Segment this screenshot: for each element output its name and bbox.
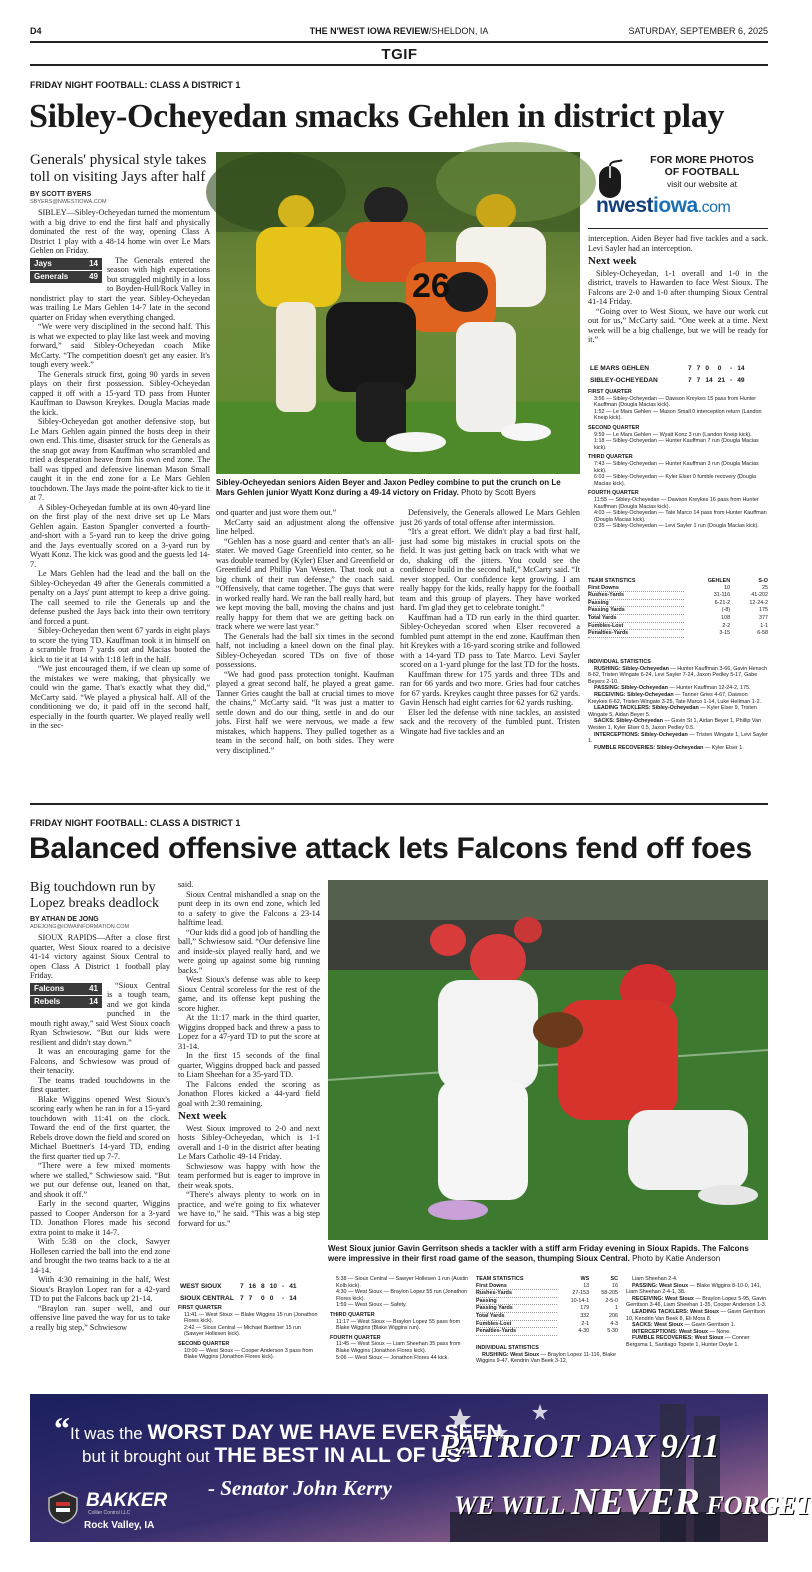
issue-date: SATURDAY, SEPTEMBER 6, 2025 [628, 26, 768, 36]
stats-cell: Fumbles-Lost [588, 622, 684, 630]
score-box-row: Generals 49 [30, 271, 102, 283]
header-rule [30, 41, 768, 43]
story1-team-stats [588, 578, 768, 638]
promo-line: OF FOOTBALL [664, 166, 740, 178]
paragraph: “Braylon ran super well, and our offensive line paved the way for us to take a really big step,” Schwiesow [30, 1303, 170, 1332]
scoring-play: 2:42 — Sioux Central — Michael Buettner 15 run (Sawyer Hollesen kick). [184, 1324, 301, 1338]
football-photo-illustration [328, 880, 768, 1240]
stats-cell: Passing Yards [476, 1305, 557, 1313]
paragraph: A Sibley-Ocheyedan fumble at its own 40-yard line on the first play of the next drive set up Le Mars Gehlen again. Easton Spangler converted a fourth-and-short with a 5-yard run to keep the drive going and the Jays eventually scored on a 3-yard run by Wyatt Konz. The kick was good and the guests led 14-7. [30, 502, 210, 569]
paragraph: SIBLEY—Sibley-Ocheyedan turned the momentum with a big drive to end the first half and physically dominated the rest of the way, opening Class A District 1 play with a 48-14 home win over Le Mars Gehlen on Friday. [30, 208, 210, 255]
scoring-play: 9:59 — Le Mars Gehlen — Wyatt Konz 3 run (Landon Kneip kick). [594, 431, 752, 438]
paragraph: Sibley-Ocheyedan, 1-1 overall and 1-0 in the district, travels to Hawarden to face West Sioux. The Falcons are 2-0 and 1-0 after thumping Sioux Central 41-14 Friday. [588, 268, 768, 306]
promo-rule [588, 228, 768, 229]
story1-body-col3 [400, 508, 580, 808]
indiv-stat: SACKS: West Sioux — Gavin Gerritson 1. [632, 1322, 736, 1329]
website-promo[interactable] [588, 152, 768, 224]
story1-deck: Generals' physical style takes toll on visiting Jays after half [30, 152, 207, 185]
story1-body-col1 [30, 208, 210, 808]
story1-headline: Sibley-Ocheyedan smacks Gehlen in district play [29, 98, 725, 135]
story2-col1 [30, 880, 170, 1383]
indiv-heading: INDIVIDUAL STATISTICS [588, 659, 651, 665]
story1-linescore [588, 362, 768, 388]
website-link[interactable]: nwestiowa.com [596, 194, 731, 217]
paragraph: Defensively, the Generals allowed Le Mars Gehlen just 26 yards of total offense after intermission. [400, 508, 580, 527]
stats-cell: Fumbles-Lost [476, 1320, 557, 1328]
stats-cell: 2-2 [722, 622, 731, 629]
paragraph: “There's always plenty to work on in practice, and we're going to fix whatever we have to,” he said. “This was a big step forward for us.” [178, 1190, 320, 1228]
scoring-play: 1:18 — Sibley-Ocheyedan — Hunter Kauffman 7 run (Dougla Macias kick). [594, 438, 759, 451]
story2-scoring-summary-b [330, 1276, 470, 1386]
linescore-row: SIBLEY-OCHEYEDAN 7 7 14 21 - 49 [590, 377, 745, 384]
stats-cell: (-8) [721, 607, 731, 614]
story2-individual-stats-b [626, 1276, 768, 1386]
stats-cell: 1-1 [760, 622, 768, 629]
stats-cell: Penalties-Yards [588, 630, 684, 638]
scoring-play: 6:03 — Sibley-Ocheyedan — Kyler Elser 0 fumble recovery (Dougla Macias kick). [594, 474, 757, 487]
page-header [30, 26, 768, 38]
story2-team-stats [476, 1276, 618, 1336]
paragraph: The Generals had the ball six times in the second half, not including a kneel down on the final play. Sibley-Ocheyedan scored TDs on five of those possessions. [216, 631, 394, 669]
stats-cell: 12-24-2 [749, 599, 768, 606]
stats-cell: 25 [762, 584, 768, 591]
paragraph: Schwiesow was happy with how the team performed but is eager to improve in their weak spots. [178, 1161, 320, 1190]
paragraph: “Sioux Central is a tough team, and we got kinda punched in the mouth right away,” said West Sioux coach Ryan Schwiesow. “But our kids were resilient and didn't stay down.” [30, 980, 170, 1047]
indiv-stat: LEADING TACKLERS: West Sioux — Gavin Gerritson 10, Kendrin Van Beek 8, Eli Mora 8. [626, 1308, 766, 1322]
indiv-stat: FUMBLE RECOVERIES: West Sioux — Conner Bergsma 1, Santiago Topete 1, Hunter Doyle 1. [626, 1335, 750, 1348]
scoring-play: 3:56 — Sibley-Ocheyedan — Dawson Kreykes 15 pass from Hunter Kauffman (Dougla Macias kick). [594, 395, 757, 409]
stats-cell: 108 [721, 614, 731, 621]
stats-cell: 206 [609, 1312, 618, 1319]
indiv-stat: FUMBLE RECOVERIES: Sibley-Ocheyedan — Kyler Elser 1. [594, 744, 744, 751]
story2-body-col1 [30, 933, 170, 1383]
table-row [588, 599, 768, 607]
stats-cell: 2-1 [581, 1320, 590, 1327]
indiv-heading: INDIVIDUAL STATISTICS [476, 1345, 539, 1351]
quarter-heading: FIRST QUARTER [588, 389, 632, 395]
paragraph: In the first 15 seconds of the final quarter, Wiggins dropped back and passed to Liam Sheehan for a 35-yard TD. [178, 1051, 320, 1079]
stats-cell: 5-30 [607, 1328, 618, 1335]
paragraph: “Gehlen has a nose guard and center that's an all-stater. We moved Gage Greenfield into center, so he was double teamed by (Kyler) Elser and Greenfield or Greenfield and Phillip Van Westen. That took out a big chunk of their run defense,” the coach said. “Offensively, that came together. The guys that were in worked really hard. We ran the ball really hard, but we kept moving the ball, moving the chains and just really happy for them that we are getting back on track where we were last year.” [216, 536, 394, 631]
page-number: D4 [30, 26, 42, 36]
svg-text:26: 26 [412, 267, 450, 305]
scoring-play: 0:35 — Sibley-Ocheyedan — Levi Sayler 1 run (Dougla Macias kick). [594, 523, 759, 530]
scoring-play: 11:41 — West Sioux — Blake Wiggins 15 run (Jonathon Flores kick). [184, 1311, 318, 1325]
table-row [476, 1290, 618, 1298]
paragraph: West Sioux improved to 2-0 and next hosts Sibley-Ocheyedan, which is 1-1 overall and 1-0 in the district after beating Le Mars Catholic 49-14 Friday. [178, 1123, 320, 1161]
stats-cell: 6-21-2 [714, 599, 731, 606]
story2-score-box [30, 983, 102, 1009]
stats-cell: 2-5-0 [605, 1297, 618, 1304]
ad-quote-line1: “It was the WORST DAY WE HAVE EVER SEEN, [54, 1410, 508, 1446]
stats-cell: 377 [759, 614, 768, 621]
stats-cell: First Downs [476, 1283, 557, 1290]
paper-name: THE N'WEST IOWA REVIEW [309, 26, 429, 36]
paragraph: “It's a great effort. We didn't play a bad first half, just had some big mistakes in crucial spots on the field. It was just getting back on track with what we do, shaking off the jitters. You could see the confidence build in the second half,” McCarty said. “It never stopped. Our confidence kept growing. I am really happy for the kids, really happy for the football team and this group of players. They have worked hard. I'm glad they get to celebrate tonight.” [400, 527, 580, 612]
stats-cell: 4-3 [610, 1320, 618, 1327]
linescore-row: SIOUX CENTRAL 7 7 0 0 - 14 [180, 1295, 297, 1302]
next-week-heading: Next week [178, 1110, 227, 1122]
patriot-day-ad[interactable] [30, 1394, 812, 1542]
indiv-stat: INTERCEPTIONS: Sibley-Ocheyedan — Tristen Wingate 1, Levi Sayler 1. [588, 731, 768, 745]
scoring-play: 5:06 — West Sioux — Jonathon Flores 44 kick. [336, 1354, 449, 1361]
ad-brand: BAKKER [86, 1490, 168, 1511]
table-row [476, 1305, 618, 1313]
paragraph: Sibley-Ocheyedan got another defensive stop, but Le Mars Gehlen again pinned the hosts deep in their own end. This time, disaster struck for the Generals as the snap got away from Kauffman who scrambled and tried a desperation heave from his own end zone. The ball was tipped and defensive lineman Mason Small caught it in the end zone for a Le Mars Gehlen touchdown. The Jays made the point-after kick to tie it at 7. [30, 417, 210, 502]
linescore-row: WEST SIOUX 7 16 8 10 - 41 [180, 1283, 297, 1290]
score-box-row: Jays 14 [30, 258, 102, 270]
indiv-stat: RECEIVING: West Sioux — Braylon Lopez 5-95, Gavin Gerritson 3-46, Liam Sheehan 1-35, Cooper Anderson 1-3. [626, 1295, 767, 1309]
section-name: TGIF [381, 46, 418, 63]
indiv-stat: SACKS: Sibley-Ocheyedan — Gavin St 1, Aidan Beyer 1, Phillip Van Westen 1, Kyler Elser 0.5, Jaxon Pedley 0.5. [588, 718, 762, 731]
scoring-play: 11:55 — Sibley-Ocheyedan — Dawson Kreykes 16 pass from Hunter Kauffman (Dougla Macias kick). [594, 496, 759, 510]
stats-cell: Total Yards [476, 1312, 557, 1320]
paragraph: said. [178, 880, 194, 889]
stats-header: TEAM STATISTICS [588, 578, 636, 584]
scoring-play: 11:45 — West Sioux — Liam Sheehan 35 pass from Blake Wiggins (Jonathon Flores kick). [336, 1341, 461, 1354]
paragraph: “There were a few mixed moments where we stalled,” Schwiesow said. “But we put our defense out, leaned on that, and shook it off.” [30, 1161, 170, 1199]
stats-cell: 175 [759, 607, 768, 614]
stats-cell: 41-202 [751, 592, 768, 599]
story1-byline: BY SCOTT BYERS [30, 191, 92, 198]
paragraph: The Generals entered the season with high expectations but struggled mightily in a loss to Boyden-Hull/Rock Valley in nondistrict play to start the year. Sibley-Ocheyedan was trailing Le Mars Gehlen 14-7 late in the second quarter on Friday when everything changed. [30, 255, 210, 322]
never-forget: WE WILL NEVER FORGET [454, 1481, 812, 1523]
quarter-heading: SECOND QUARTER [178, 1340, 230, 1347]
table-row [588, 607, 768, 615]
stats-cell: 16 [612, 1282, 618, 1289]
table-row [588, 614, 768, 622]
stats-cell: 58-205 [601, 1290, 618, 1297]
story1-photo [216, 152, 580, 474]
story2-kicker: FRIDAY NIGHT FOOTBALL: CLASS A DISTRICT 1 [30, 818, 241, 828]
bakker-logo-icon [46, 1490, 80, 1524]
quarter-heading: FIRST QUARTER [178, 1305, 222, 1311]
story1-body-col4 [588, 234, 768, 364]
stats-cell: 10 [724, 584, 731, 591]
quarter-heading: THIRD QUARTER [330, 1311, 375, 1318]
scoring-play: 4:03 — Sibley-Ocheyedan — Tate Marco 14 pass from Hunter Kauffman (Dougla Macias kick). [594, 510, 767, 523]
table-row [588, 585, 768, 592]
story1-col1 [30, 152, 210, 808]
stats-cell: Rushes-Yards [588, 592, 684, 600]
patriot-day-title: PATRIOT DAY 9/11 [438, 1428, 720, 1465]
stats-cell: 13 [583, 1282, 590, 1289]
paragraph: With 5:38 on the clock, Sawyer Hollesen carried the ball into the end zone and brought the two teams back to a tie at 14-14. [30, 1237, 170, 1275]
story2-deck: Big touchdown run by Lopez breaks deadlock [30, 880, 160, 911]
stats-header: TEAM STATISTICS [476, 1276, 524, 1282]
paragraph: Le Mars Gehlen had the lead and the ball on the Sibley-Ocheyedan 49 after the Generals committed a penalty on a Jays' punt attempt to keep a drive going. The call seemed to rile the Generals up and the defense pushed the Jays back into their own territory and forced a punt. [30, 569, 210, 626]
paragraph: Blake Wiggins opened West Sioux's scoring early when he ran in for a 15-yard touchdown with 11:41 on the clock. Toward the end of the first quarter, the Rebels drove down the field and scored on Michael Buettner's 14-yard TD, ending the first quarter tied up 7-7. [30, 1094, 170, 1161]
paragraph: ond quarter and just wore them out.” [216, 508, 337, 517]
paragraph: The Falcons ended the scoring as Jonathon Flores kicked a 44-yard field goal with 2:30 remaining. [178, 1079, 320, 1108]
scoring-play: 10:00 — West Sioux — Cooper Anderson 3 pass from Blake Wiggins (Jonathon Flores kick). [184, 1347, 314, 1361]
indiv-stat: INTERCEPTIONS: West Sioux — None. [632, 1328, 731, 1335]
stats-cell: 10-14-1 [570, 1297, 590, 1304]
indiv-stat: RUSHING: West Sioux — Braylon Lopez 11-116, Blake Wiggins 9-47, Kendrin Van Beek 3-12, [476, 1351, 616, 1365]
stats-cell: 3-15 [719, 630, 731, 637]
scoring-play: 7:43 — Sibley-Ocheyedan — Hunter Kauffman 3 run (Dougla Macias kick). [594, 460, 759, 474]
photo-credit: Photo by Katie Anderson [632, 1254, 721, 1263]
story2-body-col2 [178, 880, 320, 1275]
scoring-play: 1:52 — Le Mars Gehlen — Mason Small 0 interception return (Landon Kneip kick). [594, 408, 762, 422]
quarter-heading: SECOND QUARTER [588, 424, 640, 431]
ad-attribution: - Senator John Kerry [208, 1476, 392, 1500]
indiv-stat: PASSING: Sibley-Ocheyedan — Hunter Kauffman 12-24-2, 175. [594, 685, 751, 692]
next-week-heading: Next week [588, 255, 637, 267]
story2-email: ADEJONG@IOWAINFORMATION.COM [30, 924, 130, 930]
stats-cell: 179 [580, 1305, 590, 1312]
story1-email: SBYERS@NWESTIOWA.COM [30, 199, 107, 205]
paragraph: The Generals struck first, going 90 yards in seven plays on their first possession. Sibley-Ocheyedan capped it off with a 15-yard TD pass from Hunter Kauffman to Dawson Kreykes. Dougla Macias made the kick. [30, 369, 210, 417]
story-divider [30, 803, 768, 805]
football-photo-illustration [216, 152, 580, 474]
table-row [476, 1320, 618, 1328]
story2-caption: West Sioux junior Gavin Gerritson sheds a tackler with a stiff arm Friday evening in Sioux Rapids. The Falcons were impressive in their first road game of the season, thumping Sioux Central. Photo by Katie Anderson [328, 1244, 749, 1263]
stats-cell: First Downs [588, 585, 684, 592]
stats-header: WS [580, 1276, 590, 1282]
story1-body-col2 [216, 508, 394, 808]
indiv-stat: RECEIVING: Sibley-Ocheyedan — Tanner Gries 4-67, Dawson Kreykes 6-62, Tristen Wingate 3-25, Tate Marco 1-14, Luke Heilman 1-2. [588, 691, 762, 705]
paper-place: /SHELDON, IA [428, 26, 489, 36]
ad-town: Rock Valley, IA [84, 1520, 155, 1531]
paragraph: “We were very disciplined in the second half. This is what we expected to play like last week and moving forward,” said Sibley-Ocheyedan coach Mike McCarty. “The competition doesn't get any easier. It's tough every week.” [30, 322, 210, 369]
stats-cell: Rushes-Yards [476, 1290, 557, 1298]
paragraph: McCarty said an adjustment along the offensive line helped. [216, 517, 394, 536]
quarter-heading: THIRD QUARTER [588, 454, 633, 461]
stats-cell: 4-30 [578, 1328, 590, 1335]
paragraph: The teams traded touchdowns in the first quarter. [30, 1075, 170, 1094]
paragraph: Elser led the defense with nine tackles, an assisted sack and the recovery of the fumbled punt. Tristen Wingate had five tackles and an [400, 707, 580, 736]
stats-cell: Passing Yards [588, 607, 684, 615]
quarter-heading: FOURTH QUARTER [330, 1334, 381, 1341]
story2-individual-stats-a [476, 1342, 618, 1387]
stats-cell: 31-116 [713, 592, 731, 599]
scoring-play: 5:38 — Sioux Central — Sawyer Hollesen 1 run (Austin Kolb kick). [336, 1276, 469, 1289]
stats-cell: 6-58 [757, 630, 768, 637]
ad-brand-sub: Collier Control LLC [88, 1510, 131, 1516]
paragraph: “We just encouraged them, if we clean up some of the mistakes we were making, that physically we could win the game. That's exactly what they did,” McCarty said. “We played a physical half. All of the conditioning we do, it paid off in the second half, especially in the fourth quarter. We played really well in the sec- [30, 664, 210, 730]
paragraph: It was an encouraging game for the Falcons, and Schwiesow was proud of their tenacity. [30, 1047, 170, 1075]
photo-credit: Photo by Scott Byers [461, 488, 536, 497]
scoring-play: 11:17 — West Sioux — Braylon Lopez 55 pass from Blake Wiggins (Blake Wiggins run). [336, 1318, 461, 1332]
scoring-play: 1:59 — West Sioux — Safety. [336, 1302, 407, 1309]
story1-kicker: FRIDAY NIGHT FOOTBALL: CLASS A DISTRICT 1 [30, 80, 241, 90]
indiv-stat: LEADING TACKLERS: Sibley-Ocheyedan — Kyler Elser 9, Tristen Wingate 5, Aidan Beyer 5. [588, 705, 757, 718]
stats-cell: 27-153 [572, 1290, 590, 1297]
paragraph: “Our kids did a good job of handling the ball,” Schwiesow said. “Our defensive line and inside-six played really hard, and we were going up against some big running backs.” [178, 927, 320, 975]
indiv-stat: PASSING: West Sioux — Blake Wiggins 8-10-0, 141, Liam Sheehan 2-4-1, 38. [626, 1282, 762, 1296]
stats-table [588, 578, 768, 638]
story2-headline: Balanced offensive attack lets Falcons fend off foes [29, 832, 752, 865]
paragraph: Sioux Central mishandled a snap on the punt deep in its own end zone, which led to a safety to give the Falcons a 23-14 halftime lead. [178, 889, 320, 927]
paragraph: With 4:30 remaining in the half, West Sioux's Braylon Lopez ran for a 42-yard TD to put the Falcons back up 21-14. [30, 1275, 170, 1303]
story1-scoring-summary [588, 386, 768, 576]
stats-cell: 332 [580, 1312, 590, 1319]
story2-byline: BY ATHAN DE JONG [30, 916, 99, 923]
story1-individual-stats [588, 656, 768, 786]
stats-header: GEHLEN [707, 578, 731, 584]
paragraph: West Sioux's defense was able to keep Sioux Central scoreless for the rest of the game, and its offense kept pushing the score higher. [178, 975, 320, 1013]
paragraph: SIOUX RAPIDS—After a close first quarter, West Sioux roared to a decisive 41-14 victory against Sioux Central to open Class A District 1 football play Friday. [30, 933, 170, 980]
table-row [588, 622, 768, 630]
stats-header: S-O [758, 578, 768, 584]
score-box-row: Falcons 41 [30, 983, 102, 995]
stats-header: SC [610, 1276, 618, 1282]
paragraph: Kauffman had a TD run early in the third quarter. Sibley-Ocheyedan scored when Elser recovered a fumbled punt attempt in the end zone. Kauffman then hit Kreykes with a 16-yard scoring strike and followed with a 14-yard TD pass to Tate Marco. Levi Sayler scored on a 1-yard plunge for the last TD for the hosts. [400, 612, 580, 669]
story2-photo [328, 880, 768, 1240]
paragraph: “We had good pass protection tonight. Kaufman played a great second half, he played a great game. Tanner Gries caught the ball at crucial times to move the chains,” McCarty said. “It was just a matter to settle down and do our thing, settle in and do our jobs. First half we were nervous, we made a few mistakes, which happens. They pulled together as a team in the second half, on both sides. They were very disciplined.” [216, 669, 394, 755]
promo-line: FOR MORE PHOTOS [650, 154, 754, 166]
score-box-row: Rebels 14 [30, 996, 102, 1008]
stats-cell: Passing [588, 599, 684, 607]
table-row [588, 592, 768, 600]
story1-score-box [30, 258, 102, 284]
table-row [588, 630, 768, 638]
story1-caption: Sibley-Ocheyedan seniors Aiden Beyer and Jaxon Pedley combine to put the crunch on Le Mars Gehlen junior Wyatt Konz during a 49-14 victory on Friday. Photo by Scott Byers [216, 478, 561, 497]
table-row [476, 1312, 618, 1320]
paragraph: Early in the second quarter, Wiggins passed to Cooper Anderson for a 3-yard TD. Jonathon Flores made his second extra point to make it 14-7. [30, 1199, 170, 1237]
story2-scoring-summary-a [178, 1302, 320, 1387]
stats-cell: Total Yards [588, 614, 684, 622]
scoring-play: 4:30 — West Sioux — Braylon Lopez 55 run (Jonathon Flores kick). [336, 1289, 468, 1302]
paragraph: interception. Aiden Beyer had five tackles and a sack. Levi Sayler had an interception. [588, 234, 768, 253]
indiv-stat: Liam Sheehan 2-4. [632, 1276, 678, 1282]
paragraph: At the 11:17 mark in the third quarter, Wiggins dropped back and threw a pass to Lopez for a 47-yard TD to put the score at 31-14. [178, 1013, 320, 1051]
table-row [476, 1283, 618, 1290]
quarter-heading: FOURTH QUARTER [588, 490, 639, 497]
stats-table [476, 1276, 618, 1336]
table-row [476, 1328, 618, 1336]
ad-quote-line2: but it brought out THE BEST IN ALL OF US” [82, 1444, 472, 1467]
indiv-stat: RUSHING: Sibley-Ocheyedan — Hunter Kauffman 3-66, Gavin Hensch 8-62, Tristen Wingate 6-24, Levi Sayler 7-24, Jaxon Pedley 5-17, Gabe Beyers 2-10. [588, 665, 768, 685]
paragraph: Sibley-Ocheyedan then went 67 yards in eight plays to score the tying TD. Kauffman took it in himself on a scramble from 7 yards out and Macias booted the kick to tie it at 14 with 1:18 left in the half. [30, 626, 210, 664]
section-rule [30, 64, 768, 66]
stats-cell: 1 [615, 1305, 618, 1312]
paragraph: Kauffman threw for 175 yards and three TDs and ran for 66 yards and two more. Gries had four catches for 67 yards. Kreykes caught three passes for 62 yards. Gavin Hensch had eight carries for 62 yards rushing. [400, 669, 580, 707]
paragraph: “Going over to West Sioux, we have our work cut out for us,” McCarty said. “One week at a time. Next week will be a big challenge, but we will be ready for it.” [588, 306, 768, 344]
table-row [476, 1297, 618, 1305]
stats-cell: Penalties-Yards [476, 1328, 557, 1336]
linescore-row: LE MARS GEHLEN 7 7 0 0 - 14 [590, 365, 745, 372]
promo-line: visit our website at [667, 179, 737, 189]
stats-cell: Passing [476, 1297, 557, 1305]
